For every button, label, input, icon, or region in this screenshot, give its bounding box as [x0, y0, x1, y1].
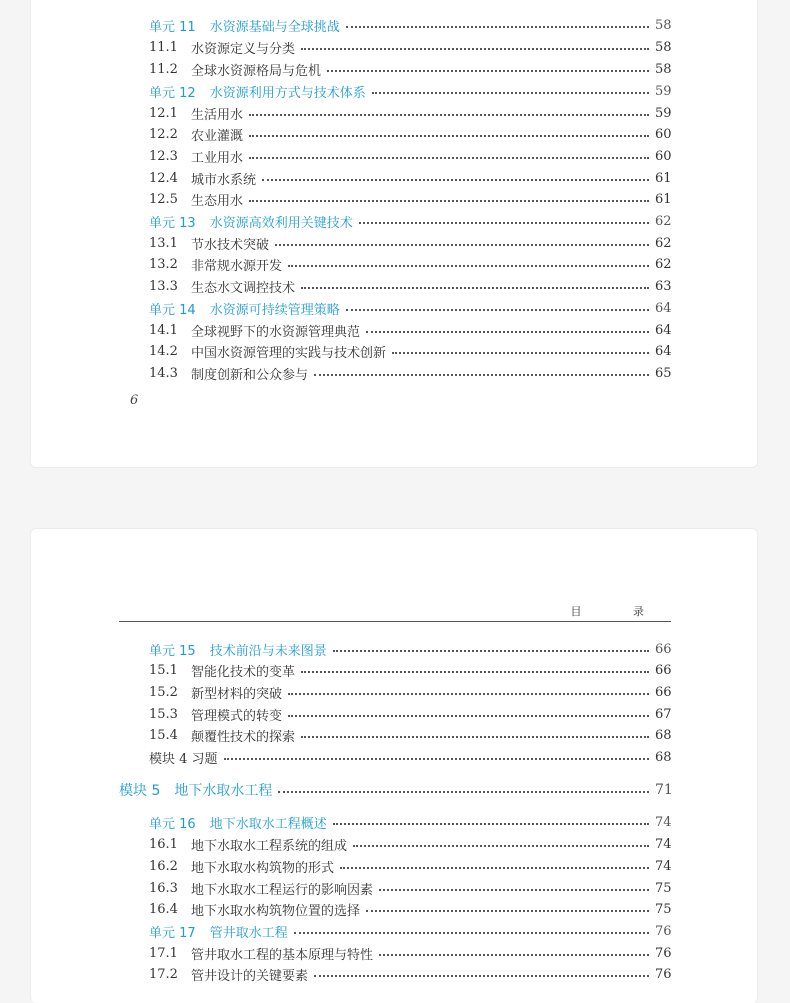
entry-title: 工业用水: [191, 150, 244, 166]
entry-page-number: 74: [655, 836, 672, 852]
entry-number: 15.1: [149, 662, 178, 678]
entry-title: 管井取水工程: [209, 925, 288, 941]
entry-page-number: 58: [655, 61, 672, 77]
dot-leader: [249, 114, 649, 116]
dot-leader: [294, 932, 649, 934]
toc-entry-unit[interactable]: [149, 15, 671, 35]
toc-entry-section[interactable]: [149, 943, 671, 963]
entry-number: 12.5: [149, 191, 178, 207]
dot-leader: [327, 70, 649, 72]
dot-leader: [288, 265, 649, 267]
dot-leader: [301, 736, 649, 738]
entry-title: 地下水取水构筑物的形式: [191, 860, 335, 876]
dot-leader: [366, 331, 649, 333]
entry-number: 16.1: [149, 836, 178, 852]
toc-entry-section[interactable]: [149, 834, 671, 854]
toc-entry-section[interactable]: [149, 341, 671, 361]
entry-page-number: 62: [655, 256, 672, 272]
entry-number: 13.2: [149, 256, 178, 272]
entry-title: 颠覆性技术的探索: [191, 729, 296, 745]
toc-entry-exercise[interactable]: [149, 747, 671, 767]
entry-title: 生活用水: [191, 107, 244, 123]
dot-leader: [372, 92, 649, 94]
dot-leader: [288, 715, 649, 717]
entry-number: 13.1: [149, 235, 178, 251]
toc-entry-section[interactable]: [149, 168, 671, 188]
entry-number: 单元 12: [149, 85, 196, 101]
page-number: 6: [130, 393, 139, 408]
entry-title: 管井取水工程的基本原理与特性: [191, 947, 374, 963]
entry-title: 管理模式的转变: [191, 708, 283, 724]
toc-entry-unit[interactable]: [149, 921, 671, 941]
toc-entry-unit[interactable]: [149, 639, 671, 659]
dot-leader: [262, 179, 649, 181]
toc-entry-module[interactable]: [119, 780, 671, 800]
entry-title: 地下水取水构筑物位置的选择: [191, 903, 361, 919]
entry-title: 非常规水源开发: [191, 258, 283, 274]
toc-entry-section[interactable]: [149, 725, 671, 745]
entry-number: 单元 11: [149, 19, 196, 35]
entry-page-number: 62: [655, 235, 672, 251]
toc-entry-unit[interactable]: [149, 298, 671, 318]
entry-number: 15.2: [149, 684, 178, 700]
toc-entry-section[interactable]: [149, 363, 671, 383]
entry-title: 水资源可持续管理策略: [209, 302, 340, 318]
entry-title: 中国水资源管理的实践与技术创新: [191, 345, 387, 361]
dot-leader: [379, 954, 649, 956]
entry-title: 农业灌溉: [191, 128, 244, 144]
toc-entry-section[interactable]: [149, 59, 671, 79]
dot-leader: [333, 823, 649, 825]
dot-leader: [379, 889, 649, 891]
toc-entry-section[interactable]: [149, 146, 671, 166]
toc-entry-section[interactable]: [149, 964, 671, 984]
entry-number: 单元 14: [149, 302, 196, 318]
entry-page-number: 62: [655, 213, 672, 229]
entry-page-number: 64: [655, 300, 672, 316]
entry-number: 模块 5: [119, 783, 161, 799]
entry-title: 地下水取水工程运行的影响因素: [191, 882, 374, 898]
toc-entry-section[interactable]: [149, 320, 671, 340]
dot-leader: [366, 910, 649, 912]
entry-page-number: 74: [655, 814, 672, 830]
header-rule: [119, 621, 671, 622]
entry-page-number: 58: [655, 17, 672, 33]
dot-leader: [346, 26, 649, 28]
entry-title: 制度创新和公众参与: [191, 367, 309, 383]
entry-number: 16.3: [149, 880, 178, 896]
toc-entry-unit[interactable]: [149, 812, 671, 832]
entry-number: 17.1: [149, 945, 178, 961]
dot-leader: [301, 287, 649, 289]
entry-title: 模块 4 习题: [149, 751, 218, 767]
entry-number: 单元 13: [149, 215, 196, 231]
entry-page-number: 68: [655, 727, 672, 743]
entry-page-number: 66: [655, 662, 672, 678]
entry-title: 新型材料的突破: [191, 686, 283, 702]
dot-leader: [249, 200, 649, 202]
dot-leader: [340, 867, 649, 869]
entry-title: 城市水系统: [191, 172, 257, 188]
entry-page-number: 63: [655, 278, 672, 294]
dot-leader: [301, 671, 649, 673]
toc-entry-unit[interactable]: [149, 211, 671, 231]
entry-number: 16.2: [149, 858, 178, 874]
dot-leader: [333, 650, 649, 652]
entry-title: 管井设计的关键要素: [191, 968, 309, 984]
entry-page-number: 75: [655, 901, 672, 917]
toc-entry-section[interactable]: [149, 682, 671, 702]
toc-entry-section[interactable]: [149, 254, 671, 274]
entry-title: 地下水取水工程: [174, 783, 273, 799]
entry-title: 全球水资源格局与危机: [191, 63, 322, 79]
entry-number: 单元 15: [149, 643, 196, 659]
dot-leader: [278, 791, 649, 793]
entry-number: 11.2: [149, 61, 178, 77]
toc-entry-section[interactable]: [149, 124, 671, 144]
entry-title: 智能化技术的变革: [191, 664, 296, 680]
entry-number: 14.2: [149, 343, 178, 359]
dot-leader: [288, 693, 649, 695]
dot-leader: [314, 975, 649, 977]
toc-entry-section[interactable]: [149, 276, 671, 296]
entry-title: 生态水文调控技术: [191, 280, 296, 296]
entry-page-number: 76: [655, 923, 672, 939]
toc-entry-section[interactable]: [149, 660, 671, 680]
toc-entry-section[interactable]: [149, 899, 671, 919]
dot-leader: [392, 352, 649, 354]
dot-leader: [359, 222, 649, 224]
entry-number: 12.4: [149, 170, 178, 186]
entry-number: 11.1: [149, 39, 178, 55]
toc-entry-section[interactable]: [149, 189, 671, 209]
entry-number: 14.3: [149, 365, 178, 381]
entry-title: 水资源利用方式与技术体系: [209, 85, 366, 101]
entry-page-number: 59: [655, 83, 672, 99]
toc-entry-unit[interactable]: [149, 81, 671, 101]
entry-title: 水资源定义与分类: [191, 41, 296, 57]
entry-page-number: 75: [655, 880, 672, 896]
entry-number: 12.1: [149, 105, 178, 121]
dot-leader: [301, 48, 649, 50]
running-header: 目 录: [570, 605, 668, 618]
entry-title: 全球视野下的水资源管理典范: [191, 324, 361, 340]
dot-leader: [275, 244, 649, 246]
entry-title: 地下水取水工程概述: [209, 816, 327, 832]
entry-number: 15.3: [149, 706, 178, 722]
entry-page-number: 58: [655, 39, 672, 55]
toc-entry-section[interactable]: [149, 878, 671, 898]
entry-title: 水资源高效利用关键技术: [209, 215, 353, 231]
entry-page-number: 76: [655, 945, 672, 961]
toc-page-top: [30, 0, 758, 468]
entry-number: 14.1: [149, 322, 178, 338]
entry-number: 单元 17: [149, 925, 196, 941]
entry-page-number: 59: [655, 105, 672, 121]
entry-page-number: 66: [655, 684, 672, 700]
entry-page-number: 61: [655, 170, 672, 186]
toc-entry-section[interactable]: [149, 856, 671, 876]
entry-number: 16.4: [149, 901, 178, 917]
toc-page-bottom: [30, 528, 758, 1003]
entry-page-number: 76: [655, 966, 672, 982]
dot-leader: [224, 758, 649, 760]
dot-leader: [314, 374, 649, 376]
entry-number: 15.4: [149, 727, 178, 743]
entry-title: 水资源基础与全球挑战: [209, 19, 340, 35]
entry-page-number: 74: [655, 858, 672, 874]
dot-leader: [346, 309, 649, 311]
entry-page-number: 61: [655, 191, 672, 207]
entry-page-number: 68: [655, 749, 672, 765]
toc-entry-section[interactable]: [149, 37, 671, 57]
entry-title: 节水技术突破: [191, 237, 270, 253]
entry-number: 13.3: [149, 278, 178, 294]
dot-leader: [353, 845, 649, 847]
toc-entry-section[interactable]: [149, 233, 671, 253]
entry-title: 地下水取水工程系统的组成: [191, 838, 348, 854]
dot-leader: [249, 135, 649, 137]
entry-number: 12.3: [149, 148, 178, 164]
entry-page-number: 60: [655, 126, 672, 142]
entry-page-number: 65: [655, 365, 672, 381]
entry-page-number: 71: [655, 782, 673, 798]
entry-page-number: 67: [655, 706, 672, 722]
entry-title: 生态用水: [191, 193, 244, 209]
entry-title: 技术前沿与未来图景: [209, 643, 327, 659]
toc-entry-section[interactable]: [149, 103, 671, 123]
entry-number: 17.2: [149, 966, 178, 982]
entry-page-number: 64: [655, 322, 672, 338]
entry-number: 单元 16: [149, 816, 196, 832]
entry-page-number: 64: [655, 343, 672, 359]
entry-number: 12.2: [149, 126, 178, 142]
entry-page-number: 60: [655, 148, 672, 164]
toc-entry-section[interactable]: [149, 704, 671, 724]
entry-page-number: 66: [655, 641, 672, 657]
dot-leader: [249, 157, 649, 159]
